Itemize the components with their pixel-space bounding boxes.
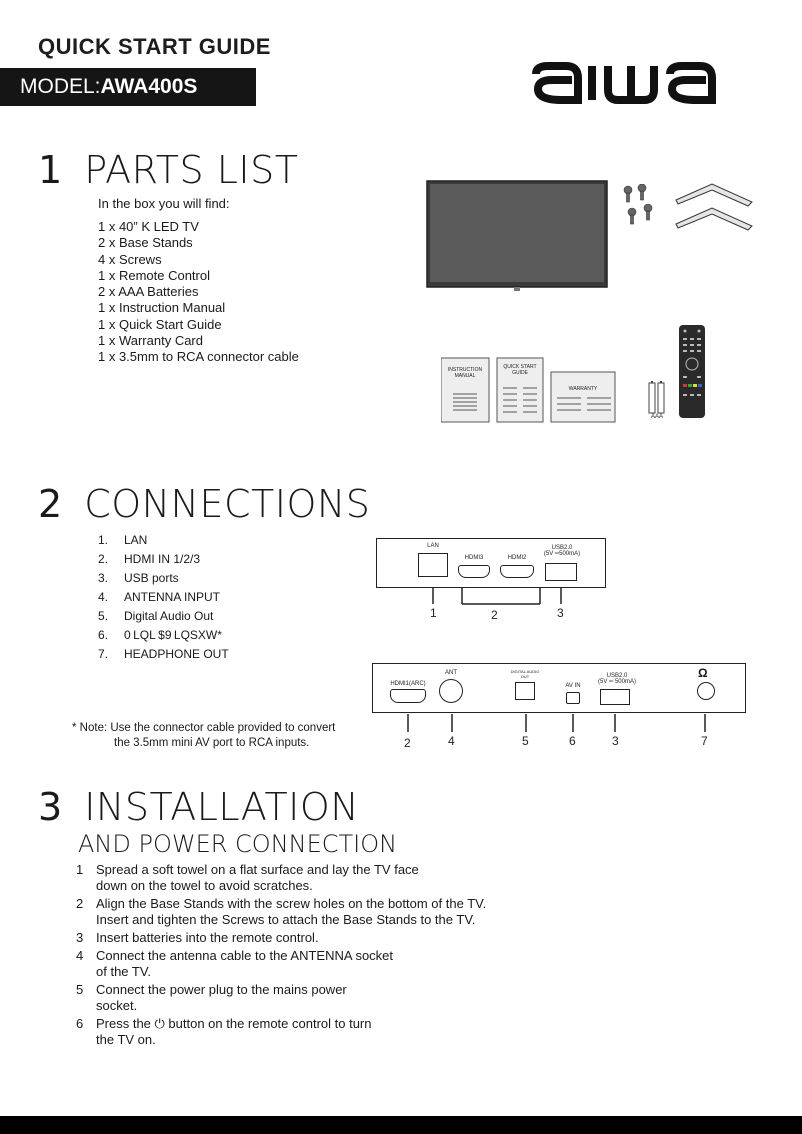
- parts-title: PARTS LIST: [84, 148, 299, 192]
- antenna-port: [439, 679, 463, 703]
- callout-number: 6: [569, 734, 576, 748]
- guide-title: QUICK START GUIDE: [38, 34, 271, 59]
- step-line: Insert and tighten the Screws to attach the Base Stands to the TV.: [96, 912, 476, 927]
- usb2-title-label: USB2.0: [606, 673, 628, 679]
- model-name: AWA400S: [100, 75, 198, 98]
- note-line-2: the 3.5mm mini AV port to RCA inputs.: [114, 737, 310, 749]
- step-line: of the TV.: [96, 964, 151, 979]
- list-item: [76, 862, 486, 894]
- footer-bar: [0, 1116, 802, 1134]
- list-label: 0 LQL $9 LQSXW*: [124, 628, 222, 642]
- list-label: USB ports: [124, 571, 179, 585]
- remote-icon: [678, 324, 708, 420]
- installation-title: INSTALLATION: [84, 785, 360, 829]
- model-prefix: MODEL:: [20, 75, 101, 98]
- list-item: 1 x Remote Control: [98, 267, 210, 283]
- list-item: 1 x Warranty Card: [98, 333, 203, 349]
- hdmi1-label: HDMI1(ARC): [390, 681, 426, 687]
- list-label: LAN: [124, 533, 148, 547]
- list-number: 5.: [98, 609, 109, 623]
- step-line: socket.: [96, 998, 138, 1013]
- list-item: 1 x 40” K LED TV: [98, 219, 199, 234]
- callout-number: 2: [404, 736, 411, 750]
- list-label: ANTENNA INPUT: [124, 590, 221, 604]
- hdmi2-label: HDMI2: [507, 555, 527, 561]
- list-item: [98, 607, 229, 626]
- list-item: [98, 531, 229, 550]
- installation-subtitle: AND POWER CONNECTION: [78, 830, 398, 858]
- usb-port: [545, 563, 577, 581]
- stands-illustration: [672, 182, 756, 237]
- parts-intro: In the box you will find:: [98, 196, 230, 211]
- installation-number: 3: [38, 785, 63, 829]
- avin-label: AV IN: [565, 683, 581, 689]
- step-line: Spread a soft towel on a flat surface and lay the TV face: [96, 862, 419, 877]
- parts-heading: [38, 148, 298, 192]
- list-item: [76, 948, 486, 980]
- list-number: 4.: [98, 590, 109, 604]
- headphone-port: [697, 682, 715, 700]
- list-item: 1 x Instruction Manual: [98, 300, 226, 316]
- list-number: 1.: [98, 533, 109, 547]
- step-line: Align the Base Stands with the screw holes on the bottom of the TV.: [96, 896, 487, 911]
- panel1-callout-lines: [370, 586, 610, 626]
- list-item: [98, 550, 229, 569]
- callout-number: 4: [448, 734, 455, 748]
- list-item: 2 x Base Stands: [98, 235, 193, 251]
- battery-label: AAA: [651, 414, 664, 420]
- list-item: [76, 1016, 486, 1048]
- tv-icon: [426, 180, 610, 292]
- manual-label: INSTRUCTION MANUAL: [447, 367, 483, 379]
- screw-icon: [620, 184, 660, 228]
- brand-text: aiwa: [532, 56, 535, 57]
- connections-list: [98, 531, 229, 664]
- lan-port: [418, 553, 448, 577]
- base-stand-icon: [672, 182, 756, 232]
- callout-number: 7: [701, 734, 708, 748]
- headphone-icon: Ω: [698, 666, 708, 680]
- list-number: 6.: [98, 628, 109, 642]
- step-number: 6: [76, 1016, 84, 1031]
- installation-steps: [76, 862, 486, 1050]
- screws-illustration: [620, 184, 660, 233]
- list-item: [76, 896, 486, 928]
- callout-number: 3: [612, 734, 619, 748]
- list-item: 2 x AAA Batteries: [98, 284, 199, 300]
- model-bar: [0, 68, 256, 106]
- step-number: 5: [76, 982, 84, 997]
- usb2-spec-label: (5V ═ 500mA): [598, 679, 636, 685]
- list-item: [98, 588, 229, 607]
- callout-number: 1: [430, 606, 437, 620]
- connections-number: 2: [38, 482, 63, 526]
- callout-number: 3: [557, 606, 564, 620]
- aiwa-logo: [532, 56, 742, 111]
- ant-label: ANT: [445, 670, 457, 676]
- hdmi1-port: [390, 689, 426, 703]
- note-line-1: * Note: Use the connector cable provided to convert: [72, 722, 336, 734]
- step-number: 3: [76, 930, 84, 945]
- step-line: Connect the antenna cable to the ANTENNA socket: [96, 948, 394, 963]
- step-line: Connect the power plug to the mains power: [96, 982, 347, 997]
- step-number: 4: [76, 948, 84, 963]
- list-label: Digital Audio Out: [124, 609, 214, 623]
- aiwa-logo-graphic: [532, 56, 742, 106]
- parts-number: 1: [38, 148, 63, 192]
- step-number: 2: [76, 896, 84, 911]
- callout-number: 2: [491, 608, 498, 622]
- tv-illustration: [426, 180, 610, 297]
- parts-list: [98, 219, 299, 366]
- digital-label: DIGITAL AUDIO OUT: [510, 669, 540, 679]
- list-item: [76, 982, 486, 1014]
- list-item: [98, 645, 229, 664]
- list-item: 1 x 3.5mm to RCA connector cable: [98, 349, 299, 365]
- list-item: [98, 569, 229, 588]
- list-label: HDMI IN 1/2/3: [124, 552, 201, 566]
- battery-icon: [648, 380, 668, 414]
- hdmi3-port: [458, 565, 490, 578]
- connections-title: CONNECTIONS: [84, 482, 371, 526]
- warranty-label: WARRANTY: [568, 386, 598, 392]
- step-line: Press the ⏻ button on the remote control to turn: [96, 1016, 372, 1031]
- hdmi3-label: HDMI3: [464, 555, 484, 561]
- step-number: 1: [76, 862, 84, 877]
- lan-port-label: LAN: [427, 543, 439, 549]
- list-item: 4 x Screws: [98, 251, 162, 267]
- usb-spec-label: (5V ═500mA): [543, 551, 581, 557]
- rear-panel-side: [372, 663, 746, 713]
- list-item: [98, 626, 229, 645]
- usb-title-label: USB2.0: [551, 545, 573, 551]
- list-number: 3.: [98, 571, 109, 585]
- hdmi2-port: [500, 565, 534, 578]
- avin-port: [566, 692, 580, 704]
- remote-illustration: [678, 324, 708, 425]
- installation-heading: [38, 785, 359, 829]
- list-label: HEADPHONE OUT: [124, 647, 229, 661]
- list-item: [76, 930, 486, 946]
- list-item: 1 x Quick Start Guide: [98, 316, 222, 332]
- digital-port: [515, 682, 535, 700]
- panel2-callout-lines: [370, 712, 750, 736]
- step-line: the TV on.: [96, 1032, 156, 1047]
- list-number: 2.: [98, 552, 109, 566]
- callout-number: 5: [522, 734, 529, 748]
- guide-label: QUICK START GUIDE: [503, 364, 537, 376]
- list-number: 7.: [98, 647, 109, 661]
- step-line: Insert batteries into the remote control.: [96, 930, 319, 945]
- step-line: down on the towel to avoid scratches.: [96, 878, 313, 893]
- connections-heading: [38, 482, 370, 526]
- usb2-port: [600, 689, 630, 705]
